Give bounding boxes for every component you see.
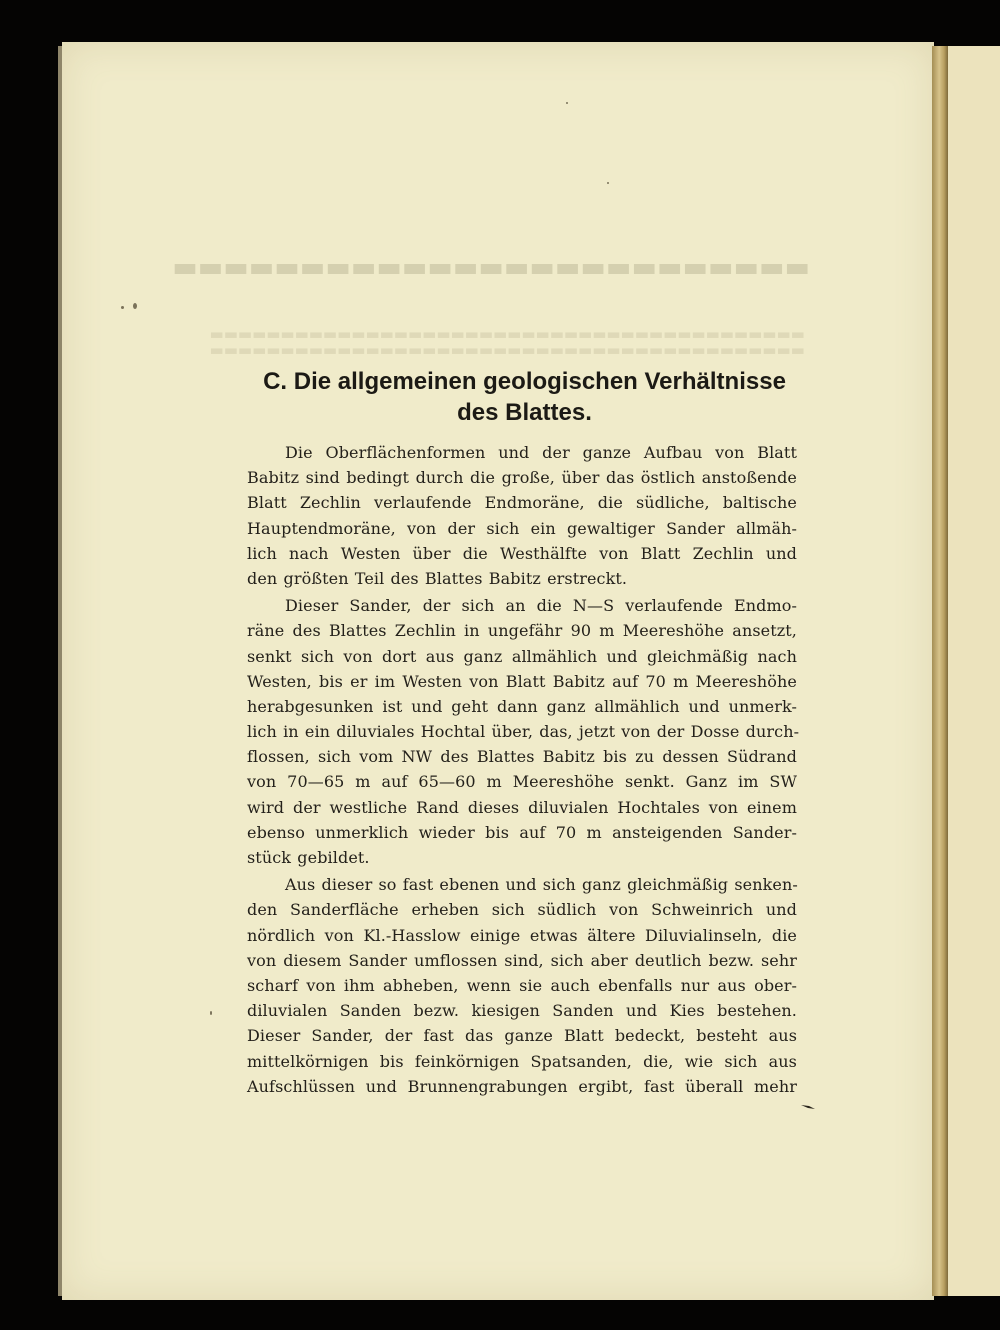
text-line: Die Oberflächenformen und der ganze Aufbau von Blatt: [285, 443, 797, 462]
text-line: flossen, sich vom NW des Blattes Babitz bis zu dessen Südrand: [247, 747, 797, 767]
text-line: mittelkörnigen bis feinkörnigen Spatsanden, die, wie sich aus: [247, 1051, 797, 1071]
text-line: den größten Teil des Blattes Babitz erstreckt.: [247, 568, 628, 588]
text-line: Babitz sind bedingt durch die große, über das östlich anstoßende: [247, 468, 797, 488]
text-line: stück gebildet.: [247, 848, 370, 867]
text-line: scharf von ihm abheben, wenn sie auch ebenfalls nur aus ober-: [247, 975, 797, 995]
text-line: räne des Blattes Zechlin in ungefähr 90 m Meereshöhe ansetzt,: [247, 621, 797, 641]
text-line: senkt sich von dort aus ganz allmählich und gleichmäßig nach: [247, 646, 797, 666]
text-line: lich nach Westen über die Westhälfte von Blatt Zechlin und: [247, 543, 797, 563]
bleed-through-lines: ▬▬▬▬▬▬▬▬▬▬▬▬▬▬▬▬▬▬▬▬▬▬▬▬▬▬▬▬▬▬▬▬▬▬▬▬▬▬▬▬▬▬ ▬▬▬▬▬▬▬▬▬▬▬▬▬▬▬▬▬▬▬▬▬▬▬▬▬▬▬▬▬▬▬▬▬▬▬▬▬▬▬▬▬▬: [209, 325, 805, 359]
text-line: Aufschlüssen und Brunnengrabungen ergibt, fast überall mehr: [247, 1076, 797, 1096]
text-line: herabgesunken ist und geht dann ganz allmählich und unmerk-: [247, 696, 797, 716]
dust-speck: [121, 306, 124, 309]
text-line: nördlich von Kl.-Hasslow einige etwas ältere Diluvialinseln, die: [247, 925, 797, 945]
text-line: Dieser Sander, der sich an die N—S verlaufende Endmo-: [285, 596, 797, 616]
text-line: Aus dieser so fast ebenen und sich ganz gleichmäßig senken-: [285, 875, 798, 895]
dust-speck: [210, 1011, 212, 1015]
text-line: von 70—65 m auf 65—60 m Meereshöhe senkt. Ganz im SW: [247, 772, 797, 792]
book-spine: [932, 46, 948, 1296]
text-line: Blatt Zechlin verlaufende Endmoräne, die südliche, baltische: [247, 493, 797, 513]
bleed-through-heading: ▬▬▬▬▬▬▬▬▬▬▬▬▬▬▬▬▬▬▬▬▬▬▬▬▬: [172, 252, 810, 283]
page-turn-mark-icon: [800, 1103, 816, 1111]
section-heading-line: des Blattes.: [457, 399, 592, 426]
text-line: von diesem Sander umflossen sind, sich aber deutlich bezw. sehr: [247, 950, 797, 970]
dust-speck: [566, 102, 568, 104]
text-line: den Sanderfläche erheben sich südlich von Schweinrich und: [247, 900, 797, 920]
text-line: lich in ein diluviales Hochtal über, das, jetzt von der Dosse durch-: [247, 722, 800, 742]
text-line: ebenso unmerklich wieder bis auf 70 m ansteigenden Sander-: [247, 822, 797, 842]
text-line: Westen, bis er im Westen von Blatt Babitz auf 70 m Meereshöhe: [247, 671, 797, 691]
dust-speck: [133, 303, 137, 309]
dust-speck: [607, 182, 609, 184]
text-line: wird der westliche Rand dieses diluvialen Hochtales von einem: [247, 797, 797, 817]
section-heading-line: C. Die allgemeinen geologischen Verhältnisse: [263, 368, 786, 395]
adjacent-page-edge: [948, 46, 1000, 1296]
text-line: Dieser Sander, der fast das ganze Blatt bedeckt, besteht aus: [247, 1026, 797, 1046]
text-line: diluvialen Sanden bezw. kiesigen Sanden und Kies bestehen.: [247, 1001, 797, 1021]
section-heading: [247, 366, 802, 428]
body-text: [247, 440, 800, 1099]
text-line: Hauptendmoräne, von der sich ein gewaltiger Sander allmäh-: [247, 518, 797, 538]
